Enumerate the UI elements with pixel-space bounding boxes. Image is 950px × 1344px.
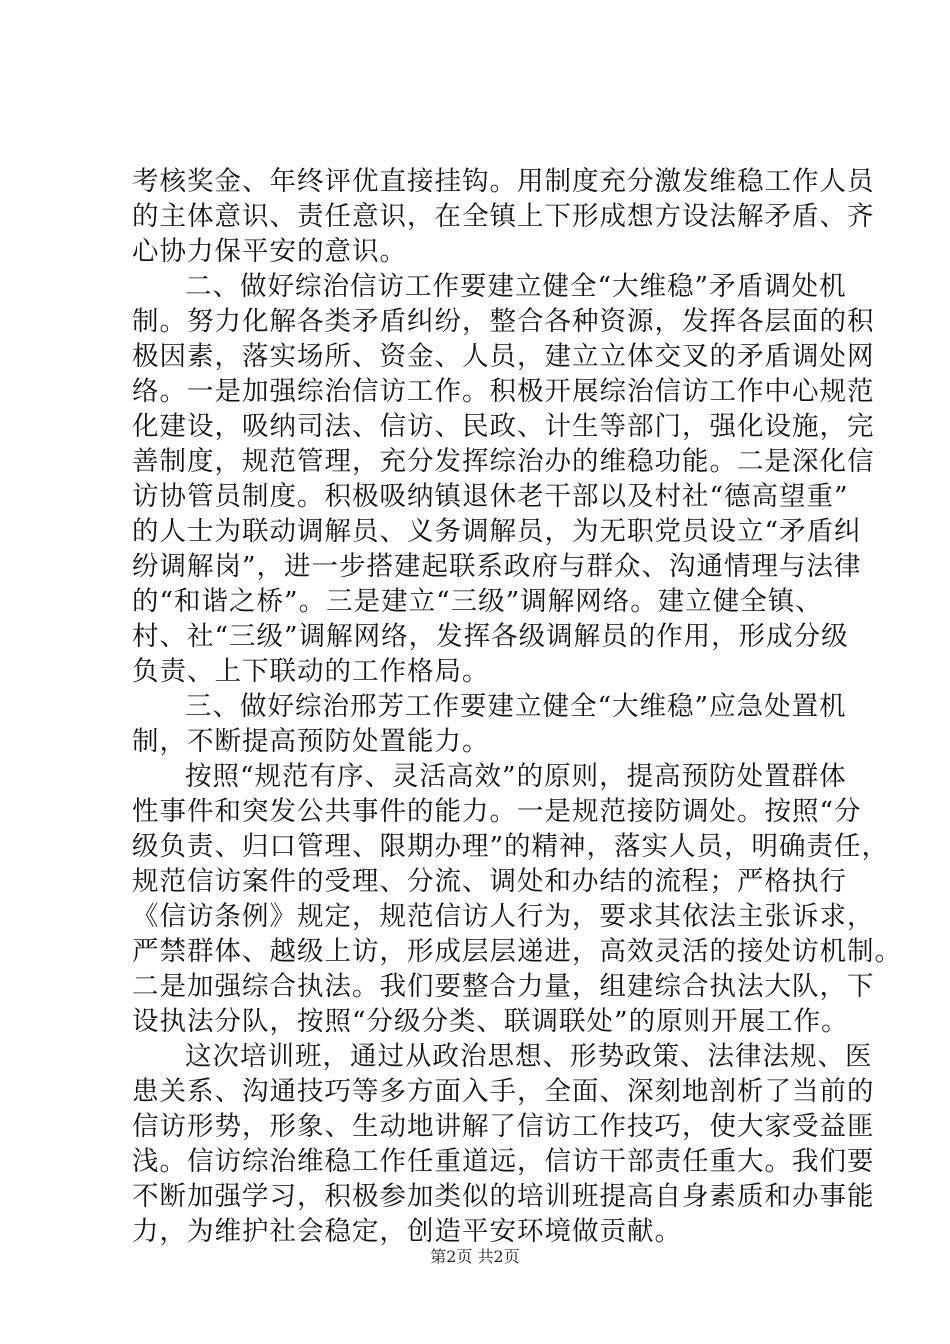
text-line: 的主体意识、责任意识，在全镇上下形成想方设法解矛盾、齐 [132,201,875,232]
text-line: 制。努力化解各类矛盾纠纷，整合各种资源，发挥各层面的积 [132,306,875,337]
text-line: 村、社“三级”调解网络，发挥各级调解员的作用，形成分级 [132,621,849,652]
text-line: 三、做好综治邢芳工作要建立健全“大维稳”应急处置机 [185,691,847,722]
text-line: 络。一是加强综治信访工作。积极开展综治信访工作中心规范 [132,376,875,407]
text-line: 二、做好综治信访工作要建立健全“大维稳”矛盾调处机 [185,271,847,302]
text-line: 信访形势，形象、生动地讲解了信访工作技巧，使大家受益匪 [132,1111,875,1142]
text-line: 极因素，落实场所、资金、人员，建立立体交叉的矛盾调处网 [132,341,875,372]
text-line: 化建设，吸纳司法、信访、民政、计生等部门，强化设施，完 [132,411,875,442]
text-line: 《信访条例》规定，规范信访人行为，要求其依法主张诉求， [132,901,875,932]
text-line: 规范信访案件的受理、分流、调处和办结的流程；严格执行 [132,866,847,897]
text-line: 患关系、沟通技巧等多方面入手，全面、深刻地剖析了当前的 [132,1076,875,1107]
text-line: 的人士为联动调解员、义务调解员，为无职党员设立“矛盾纠 [132,516,862,547]
text-line: 设执法分队，按照“分级分类、联调联处”的原则开展工作。 [132,1006,849,1037]
text-line: 性事件和突发公共事件的能力。一是规范接防调处。按照“分 [132,796,862,827]
text-line: 制，不断提高预防处置能力。 [132,726,490,757]
text-line: 力，为维护社会稳定，创造平安环境做贡献。 [132,1216,682,1247]
text-line: 级负责、归口管理、限期办理”的精神，落实人员，明确责任， [132,831,890,862]
text-line: 不断加强学习，积极参加类似的培训班提高自身素质和办事能 [132,1181,875,1212]
text-line: 纷调解岗”，进一步搭建起联系政府与群众、沟通情理与法律 [132,551,862,582]
text-line: 这次培训班，通过从政治思想、形势政策、法律法规、医 [185,1041,873,1072]
text-line: 的“和谐之桥”。三是建立“三级”调解网络。建立健全镇、 [132,586,823,617]
text-line: 考核奖金、年终评优直接挂钩。用制度充分激发维稳工作人员 [132,166,875,197]
text-line: 访协管员制度。积极吸纳镇退休老干部以及村社“德高望重” [132,481,849,512]
text-line: 心协力保平安的意识。 [132,236,407,267]
text-line: 浅。信访综治维稳工作任重道远，信访干部责任重大。我们要 [132,1146,875,1177]
text-line: 严禁群体、越级上访，形成层层递进，高效灵活的接处访机制。 [132,936,902,967]
page-footer: 第2页 共2页 [430,1247,520,1266]
text-line: 负责、上下联动的工作格局。 [132,656,490,687]
text-line: 二是加强综合执法。我们要整合力量，组建综合执法大队，下 [132,971,875,1002]
text-line: 按照“规范有序、灵活高效”的原则，提高预防处置群体 [185,761,847,792]
text-line: 善制度，规范管理，充分发挥综治办的维稳功能。二是深化信 [132,446,875,477]
document-body [132,164,902,1249]
